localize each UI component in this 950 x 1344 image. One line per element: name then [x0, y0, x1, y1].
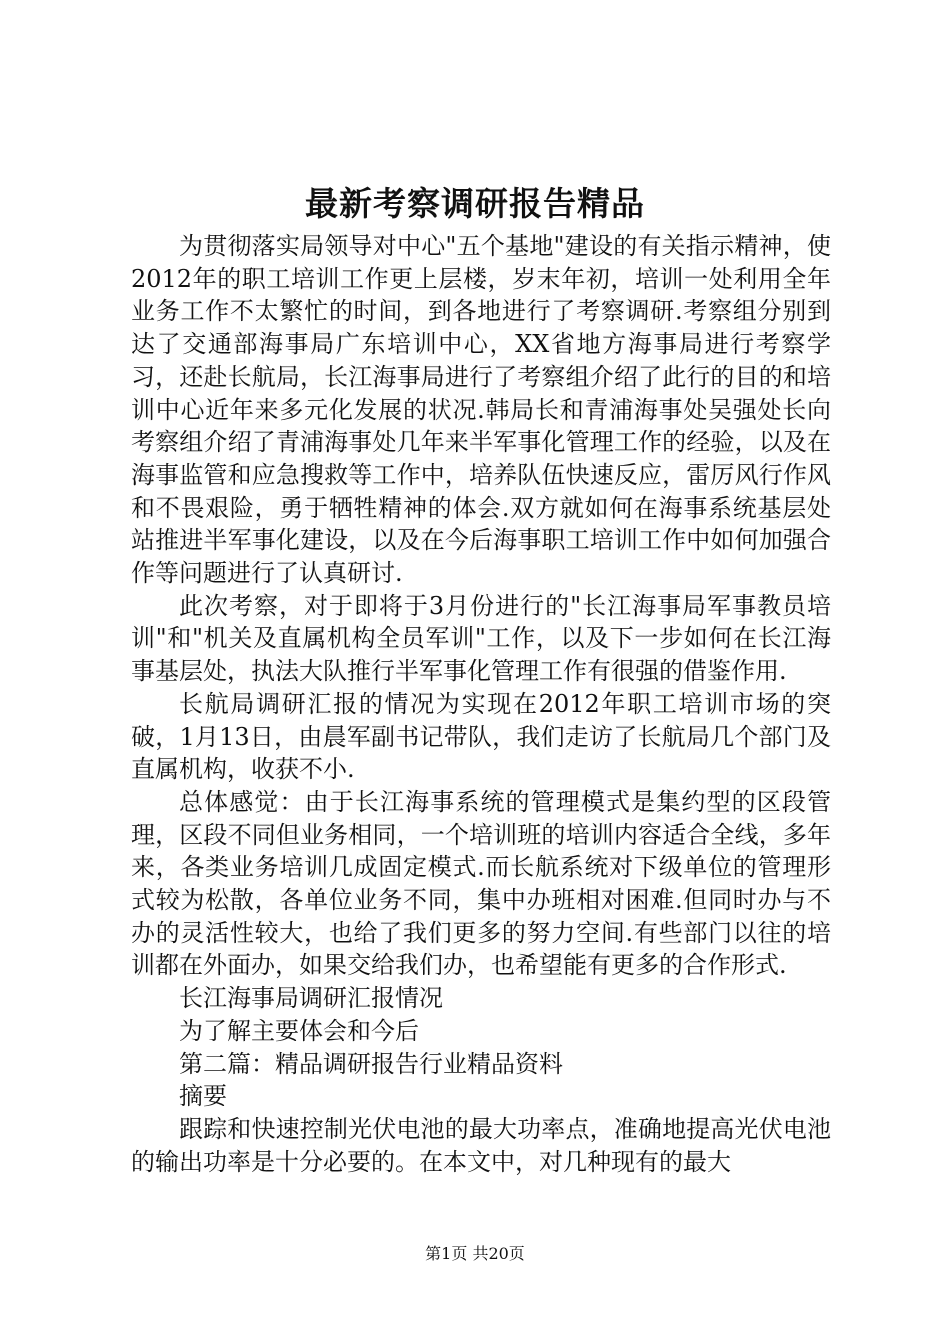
paragraph: 长航局调研汇报的情况为实现在2012年职工培训市场的突破，1月13日，由晨军副书记带队，我们走访了长航局几个部门及直属机构，收获不小. — [131, 689, 831, 784]
document-title: 最新考察调研报告精品 — [305, 184, 645, 223]
page-footer: 第1页 共20页 — [425, 1244, 525, 1263]
paragraph: 为贯彻落实局领导对中心"五个基地"建设的有关指示精神，使2012年的职工培训工作更上层楼，岁末年初，培训一处利用全年业务工作不太繁忙的时间，到各地进行了考察调研.考察组分别到达了交通部海事局广东培训中心，XX省地方海事局进行考察学习，还赴长航局，长江海事局进行了考察组介绍了此行的目的和培训中心近年来多元化发展的状况.韩局长和青浦海事处吴强处长向考察组介绍了青浦海事处几年来半军事化管理工作的经验，以及在海事监管和应急搜救等工作中，培养队伍快速反应，雷厉风行作风和不畏艰险，勇于牺牲精神的体会.双方就如何在海事系统基层处站推进半军事化建设，以及在今后海事职工培训工作中如何加强合作等问题进行了认真研讨. — [131, 232, 831, 588]
paragraph: 长江海事局调研汇报情况 — [179, 984, 443, 1013]
paragraph: 为了解主要体会和今后 — [179, 1016, 419, 1045]
paragraph: 跟踪和快速控制光伏电池的最大功率点，准确地提高光伏电池的输出功率是十分必要的。在本文中，对几种现有的最大 — [131, 1114, 831, 1176]
section-heading: 第二篇：精品调研报告行业精品资料 — [179, 1049, 563, 1078]
document-body — [131, 230, 831, 1178]
paragraph: 此次考察，对于即将于3月份进行的"长江海事局军事教员培训"和"机关及直属机构全员军训"工作，以及下一步如何在长江海事基层处，执法大队推行半军事化管理工作有很强的借鉴作用. — [131, 591, 831, 686]
abstract-heading: 摘要 — [179, 1082, 227, 1111]
paragraph: 总体感觉：由于长江海事系统的管理模式是集约型的区段管理，区段不同但业务相同，一个培训班的培训内容适合全线，多年来，各类业务培训几成固定模式.而长航系统对下级单位的管理形式较为松散，各单位业务不同，集中办班相对困难.但同时办与不办的灵活性较大，也给了我们更多的努力空间.有些部门以往的培训都在外面办，如果交给我们办，也希望能有更多的合作形式. — [131, 787, 831, 980]
